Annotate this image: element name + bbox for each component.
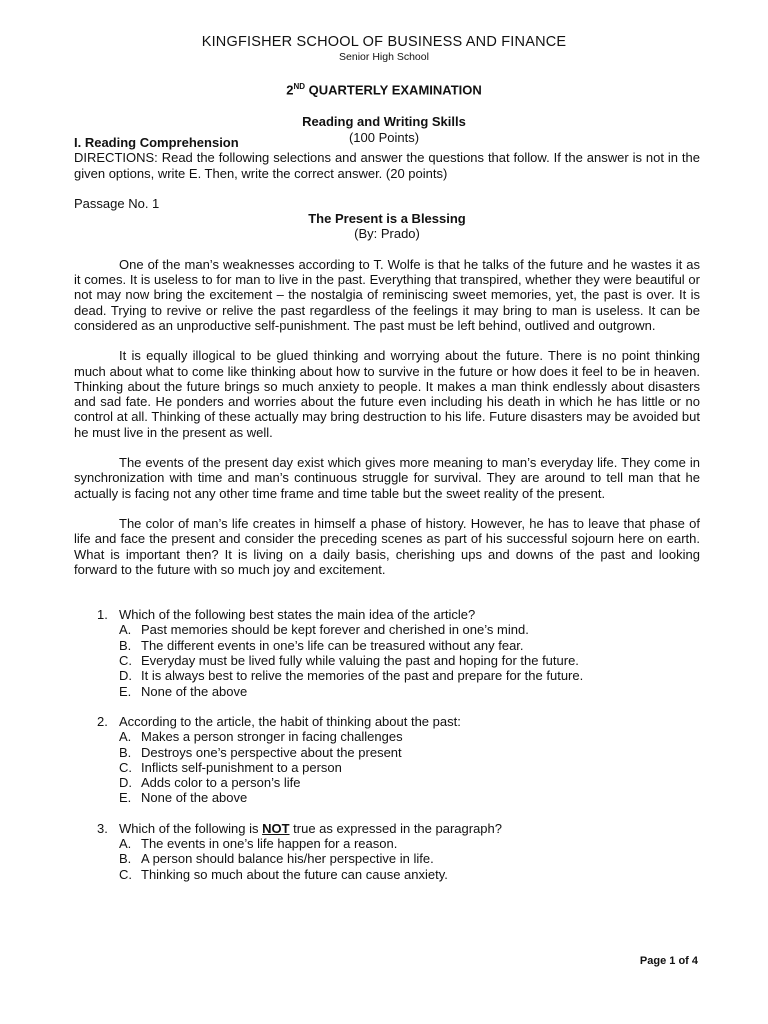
question-number: 1.: [97, 607, 108, 623]
question-text: Which of the following is: [119, 820, 263, 836]
answer-option: A. Makes a person stronger in facing challenges: [119, 729, 403, 745]
answer-option: C. Everyday must be lived fully while valuing the past and hoping for the future.: [119, 653, 579, 669]
exam-number: 2: [286, 82, 294, 98]
answer-option: D. It is always best to relive the memories of the past and prepare for the future.: [119, 668, 584, 684]
answer-option: A. Past memories should be kept forever and cherished in one’s mind.: [119, 622, 529, 638]
subject-title: Reading and Writing Skills: [302, 114, 466, 130]
answer-option: B. The different events in one’s life can be treasured without any fear.: [119, 637, 524, 653]
answer-option: C. Thinking so much about the future can cause anxiety.: [119, 866, 448, 882]
section-title: I. Reading Comprehension: [74, 135, 239, 150]
directions: DIRECTIONS: Read the following selections and answer the questions that follow. If the answer is not in the given options, write E. Then, write the correct answer. (20 points): [74, 150, 700, 181]
school-subtitle: Senior High School: [339, 51, 429, 63]
passage-paragraph: The events of the present day exist which gives more meaning to man’s everyday life. They come in synchronization with time and man’s continuous struggle for survival. They are around to tell man that he actually is facing not any other time frame and time table but the sweet reality of the present.: [74, 455, 700, 501]
answer-option: E. None of the above: [119, 683, 248, 699]
page-number: Page 1 of 4: [639, 955, 698, 967]
question-text: Which of the following best states the main idea of the article?: [119, 607, 476, 623]
exam-ordinal: ND: [293, 82, 306, 91]
question-emphasis: NOT: [262, 820, 290, 836]
question-text: According to the article, the habit of thinking about the past:: [119, 713, 461, 729]
passage-paragraph: It is equally illogical to be glued thinking and worrying about the future. There is no point thinking much about what to come like thinking about how to survive in the future or how does it feel to be in heaven. Thinking about the future brings so much anxiety to people. It makes a man think endlessly about disasters and sad fate. He ponders and worries about the future even including his death in which he has little or no control at all. Thinking of these actually may bring destruction to his life. Future disasters may be avoided but he must live in the present as well.: [74, 348, 700, 440]
passage-paragraph: The color of man’s life creates in himself a phase of history. However, he has to leave that phase of life and face the present and consider the preceding scenes as part of his successful sojourn here on earth. What is important then? It is living on a daily basis, cherishing ups and downs of the past and looking forward to the future with so much joy and excitement.: [74, 515, 700, 577]
exam-body: [74, 135, 700, 882]
passage-paragraph: One of the man’s weaknesses according to T. Wolfe is that he talks of the future and he wastes it as it comes. It is useless to for man to live in the past. Everything that transpired, whether they were beautiful or not may now bring the excitement – the nostalgia of reminiscing sweet memories, yet, the past is over. It is dead. Trying to revive or relive the past regardless of the feelings it may bring to man is useless. It can be considered as an unproductive self-punishment. The past must be left behind, outlived and outgrown.: [74, 256, 700, 333]
school-name: KINGFISHER SCHOOL OF BUSINESS AND FINANCE: [201, 34, 567, 50]
question-3: [74, 821, 700, 882]
question-2: [74, 714, 700, 806]
question-number: 3.: [97, 820, 108, 836]
passage-byline: (By: Prado): [354, 226, 420, 242]
exam-title: [0, 79, 768, 98]
answer-option: B. A person should balance his/her perspective in life.: [119, 851, 434, 867]
passage-label: Passage No. 1: [74, 195, 160, 211]
answer-option: A. The events in one’s life happen for a reason.: [119, 835, 398, 851]
question-number: 2.: [97, 713, 108, 729]
question-text-end: true as expressed in the paragraph?: [289, 820, 502, 836]
answer-option: C. Inflicts self-punishment to a person: [119, 759, 342, 775]
document-header: [0, 34, 768, 146]
passage-title: The Present is a Blessing: [308, 211, 466, 227]
answer-option: E. None of the above: [119, 790, 248, 806]
answer-option: D. Adds color to a person’s life: [119, 775, 301, 791]
answer-option: B. Destroys one’s perspective about the present: [119, 744, 402, 760]
question-1: [74, 607, 700, 699]
exam-title-rest: QUARTERLY EXAMINATION: [305, 82, 482, 98]
total-points: (100 Points): [348, 130, 420, 146]
